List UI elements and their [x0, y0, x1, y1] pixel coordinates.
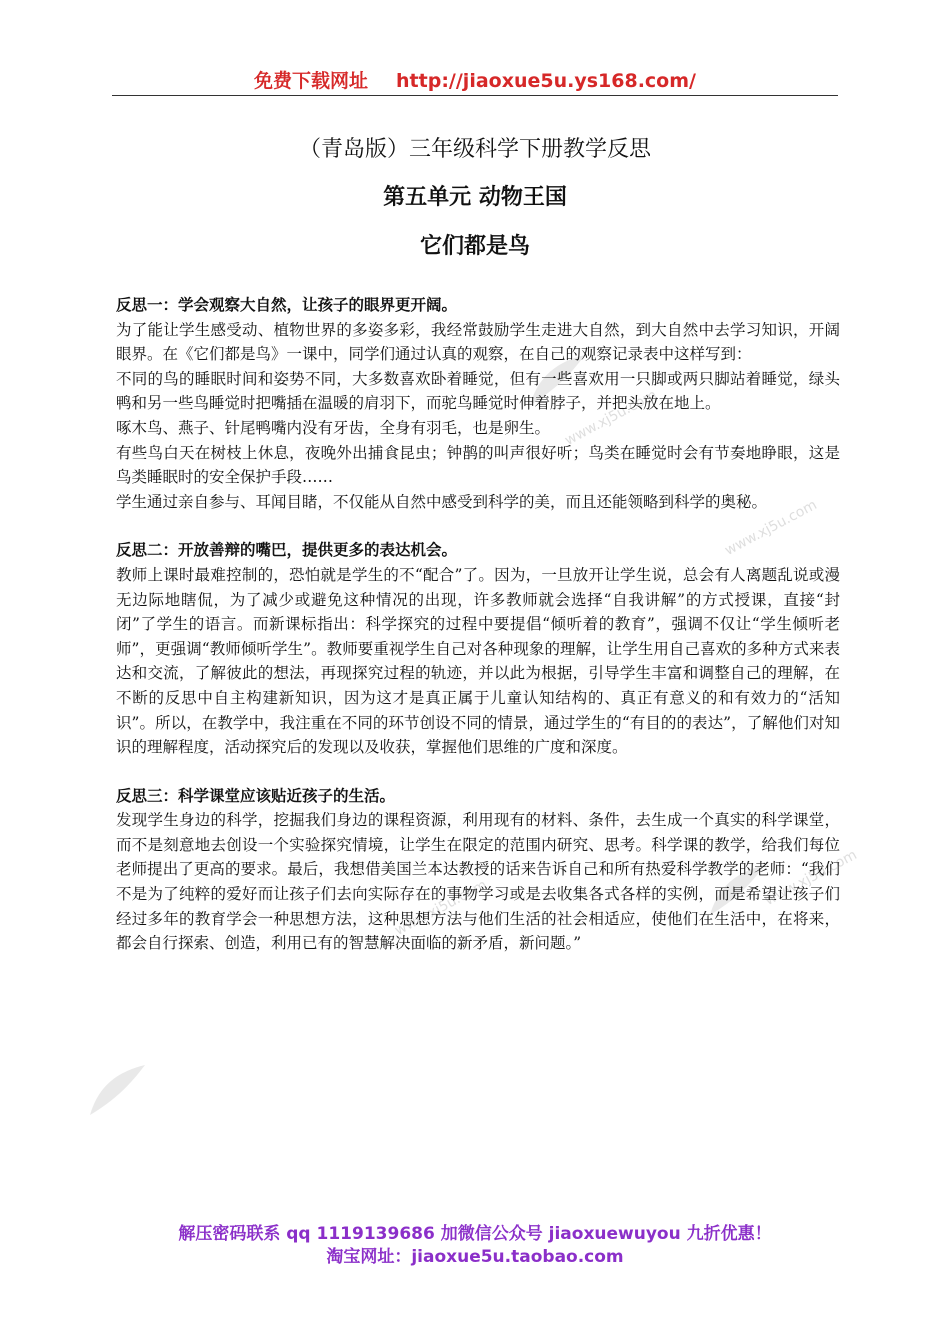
paragraph: 学生通过亲自参与、耳闻目睹，不仅能从自然中感受到科学的美，而且还能领略到科学的奥秘。 — [116, 492, 768, 511]
lesson-title: 它们都是鸟 — [419, 234, 530, 259]
section-heading: 反思二：开放善辩的嘴巴，提供更多的表达机会。 — [116, 541, 458, 560]
paragraph: 有些鸟白天在树枝上休息，夜晚外出捕食昆虫；钟鹊的叫声很好听；鸟类在睡觉时会有节奏地睁眼，这是鸟类睡眠时的安全保护手段…… — [116, 443, 840, 487]
watermark-text: www.xj5u.com — [722, 497, 820, 559]
unit-title: 第五单元 动物王国 — [383, 185, 567, 210]
watermark-leaf-icon — [80, 1060, 150, 1120]
paragraph: 发现学生身边的科学，挖掘我们身边的课程资源，利用现有的材料、条件，去生成一个真实的科学课堂，而不是刻意地去创设一个实验探究情境，让学生在限定的范围内研究、思考。科学课的教学，给我们每位老师提出了更高的要求。最后，我想借美国兰本达教授的话来告诉自己和所有热爱科学教学的老师：“我们不是为了纯粹的爱好而让孩子们去向实际存在的事物学习或是去收集各式各样的实例，而是希望让孩子们经过多年的教育学会一种思想方法，这种思想方法与他们生活的社会相适应，使他们在生活中，在将来，都会自行探索、创造，利用已有的智慧解决面临的新矛盾，新问题。” — [116, 811, 840, 953]
watermark-text: www.xj5u.com — [392, 877, 490, 939]
document-body — [116, 293, 840, 980]
header-divider — [112, 95, 838, 96]
header-label: 免费下载网址 — [254, 70, 369, 92]
watermark-text: www.xj5u.com — [562, 387, 660, 449]
header-url-link[interactable]: http://jiaoxue5u.ys168.com/ — [396, 70, 696, 92]
document-title: （青岛版）三年级科学下册教学反思 — [298, 137, 651, 162]
reflection-section-3 — [116, 784, 840, 956]
paragraph: 不同的鸟的睡眠时间和姿势不同，大多数喜欢卧着睡觉，但有一些喜欢用一只脚或两只脚站着睡觉，绿头鸭和另一些鸟睡觉时把嘴插在温暖的肩羽下，而驼鸟睡觉时伸着脖子，并把头放在地上。 — [116, 369, 840, 413]
reflection-section-1 — [116, 293, 840, 514]
paragraph: 为了能让学生感受动、植物世界的多姿多彩，我经常鼓励学生走进大自然，到大自然中去学习知识，开阔眼界。在《它们都是鸟》一课中，同学们通过认真的观察，在自己的观察记录表中这样写到： — [116, 320, 840, 364]
section-heading: 反思三：科学课堂应该贴近孩子的生活。 — [116, 786, 396, 805]
page-header — [112, 66, 838, 93]
reflection-section-2 — [116, 538, 840, 759]
watermark-text: www.xj5u.com — [762, 847, 860, 909]
paragraph: 教师上课时最难控制的，恐怕就是学生的不“配合”了。因为，一旦放开让学生说，总会有人离题乱说或漫无边际地瞎侃，为了减少或避免这种情况的出现，许多教师就会选择“自我讲解”的方式授课，直接“封闭”了学生的语言。而新课标指出：科学探究的过程中要提倡“倾听着的教育”，强调不仅让“学生倾听老师”，更强调“教师倾听学生”。教师要重视学生自己对各种现象的理解，让学生用自己喜欢的多种方式来表达和交流，了解彼此的想法，再现探究过程的轨迹，并以此为根据，引导学生丰富和调整自己的理解，在不断的反思中自主构建新知识，因为这才是真正属于儿童认知结构的、真正有意义的和有效力的“活知识”。所以，在教学中，我注重在不同的环节创设不同的情景，通过学生的“有目的的表达”，了解他们对知识的理解程度，活动探究后的发现以及收获，掌握他们思维的广度和深度。 — [116, 565, 840, 757]
section-heading: 反思一：学会观察大自然，让孩子的眼界更开阔。 — [116, 296, 458, 314]
footer-shop-link[interactable]: 淘宝网址：jiaoxue5u.taobao.com — [326, 1247, 624, 1267]
footer-contact: 解压密码联系 qq 1119139686 加微信公众号 jiaoxuewuyou 九折优惠！ — [178, 1224, 772, 1244]
paragraph: 啄木鸟、燕子、针尾鸭嘴内没有牙齿，全身有羽毛，也是卵生。 — [116, 418, 551, 437]
